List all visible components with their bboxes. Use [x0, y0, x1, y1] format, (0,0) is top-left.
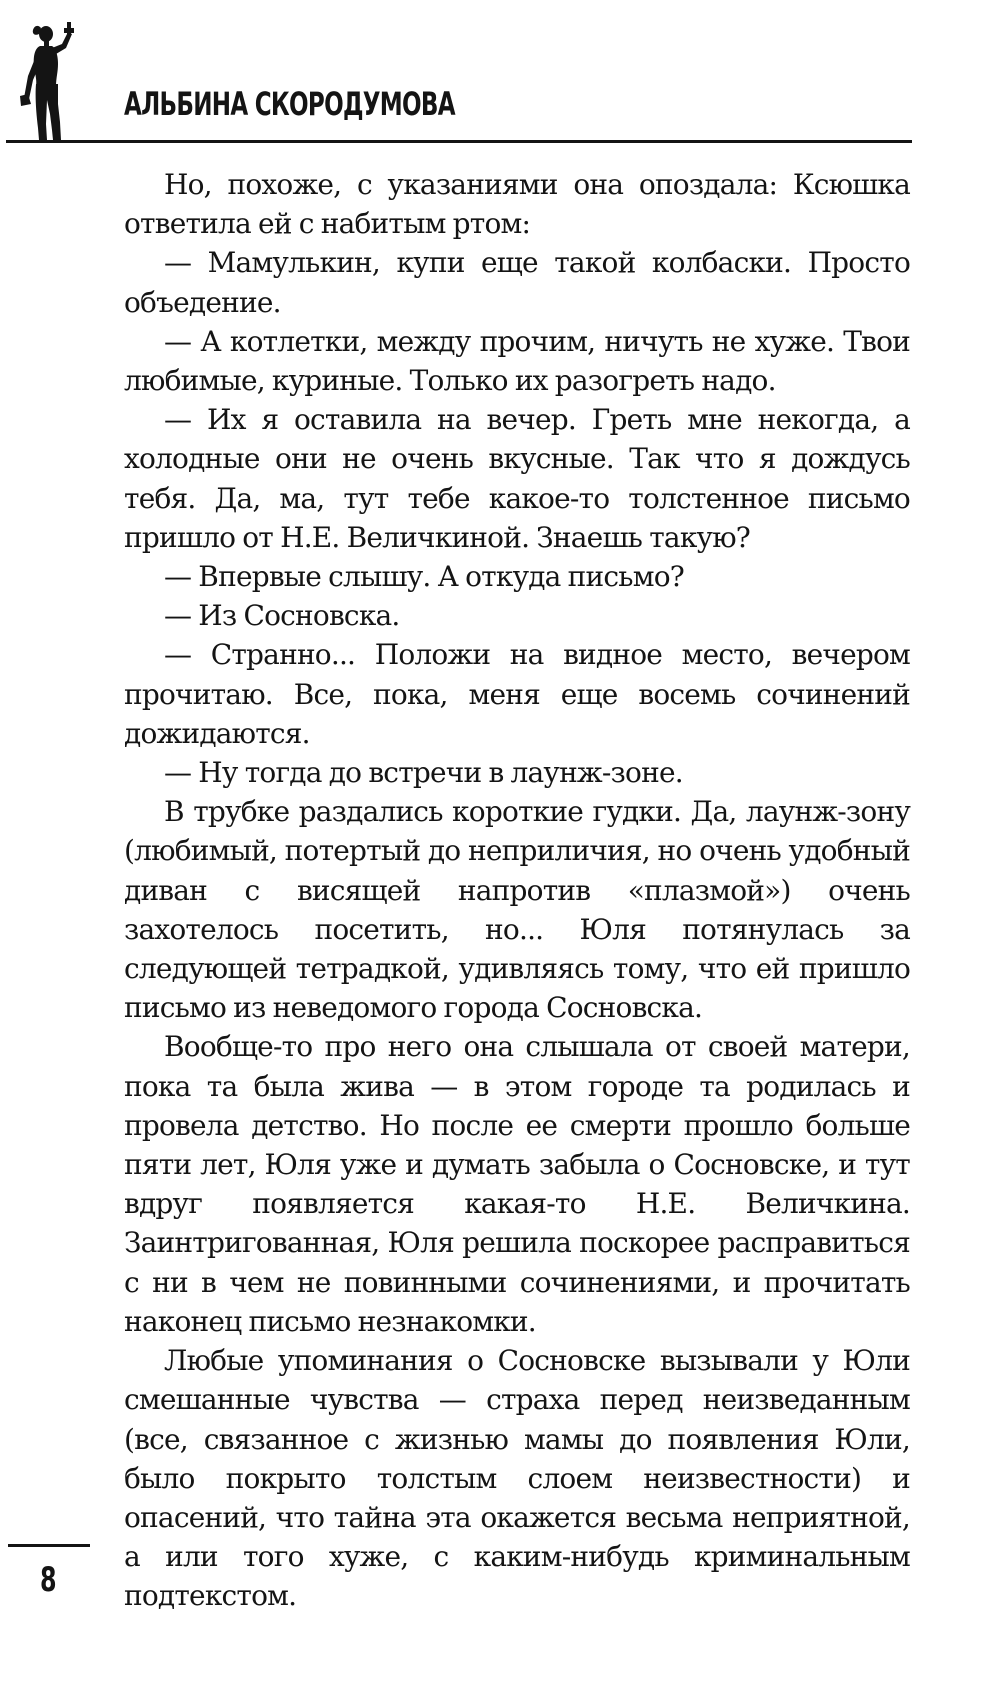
paragraph: — Мамулькин, купи еще такой колбаски. Просто объедение. [124, 246, 910, 319]
paragraph: Любые упоминания о Сосновске вызывали у Юли смешанные чувства — страха перед неизведанным (все, связанное с жизнью мамы до появления Юли, было покрыто толстым слоем неизвестности) и опасений, что тайна эта окажется весьма неприятной, а или того хуже, с каким-нибудь криминальным подтекстом. [124, 1344, 910, 1613]
paragraph: В трубке раздались короткие гудки. Да, лаунж-зону (любимый, потертый до неприличия, но очень удобный диван с висящей напротив «плазмой») очень захотелось посетить, но... Юля потянулась за следующей тетрадкой, удивляясь тому, что ей пришло письмо из неведомого города Сосновска. [124, 795, 910, 1025]
paragraph: — Странно... Положи на видное место, вечером прочитаю. Все, пока, меня еще восемь сочинений дожидаются. [124, 638, 910, 750]
page-number: 8 [40, 1560, 57, 1600]
footer-divider [8, 1544, 90, 1547]
woman-with-gun-silhouette-icon [8, 20, 88, 142]
paragraph: Но, похоже, с указаниями она опоздала: Ксюшка ответила ей с набитым ртом: [124, 168, 910, 241]
paragraph: — Ну тогда до встречи в лаунж-зоне. [164, 756, 683, 790]
paragraph: — Из Сосновска. [164, 599, 400, 633]
header-divider [6, 140, 912, 143]
paragraph: Вообще-то про него она слышала от своей матери, пока та была жива — в этом городе та родилась и провела детство. Но после ее смерти прошло больше пяти лет, Юля уже и думать забыла о Сосновске, и тут вдруг появляется какая-то Н.Е. Величкина. Заинтригованная, Юля решила поскорее расправиться с ни в чем не повинными сочинениями, и прочитать наконец письмо незнакомки. [124, 1030, 910, 1338]
paragraph: — Их я оставила на вечер. Греть мне некогда, а холодные они не очень вкусные. Так что я дождусь тебя. Да, ма, тут тебе какое-то толстенное письмо пришло от Н.Е. Величкиной. Знаешь такую? [124, 403, 910, 554]
paragraph: — А котлетки, между прочим, ничуть не хуже. Твои любимые, куриные. Только их разогреть надо. [124, 324, 910, 398]
paragraph: — Впервые слышу. А откуда письмо? [164, 560, 684, 594]
page-header [0, 0, 1000, 160]
page-body [124, 165, 910, 1616]
book-author: АЛЬБИНА СКОРОДУМОВА [124, 85, 455, 123]
